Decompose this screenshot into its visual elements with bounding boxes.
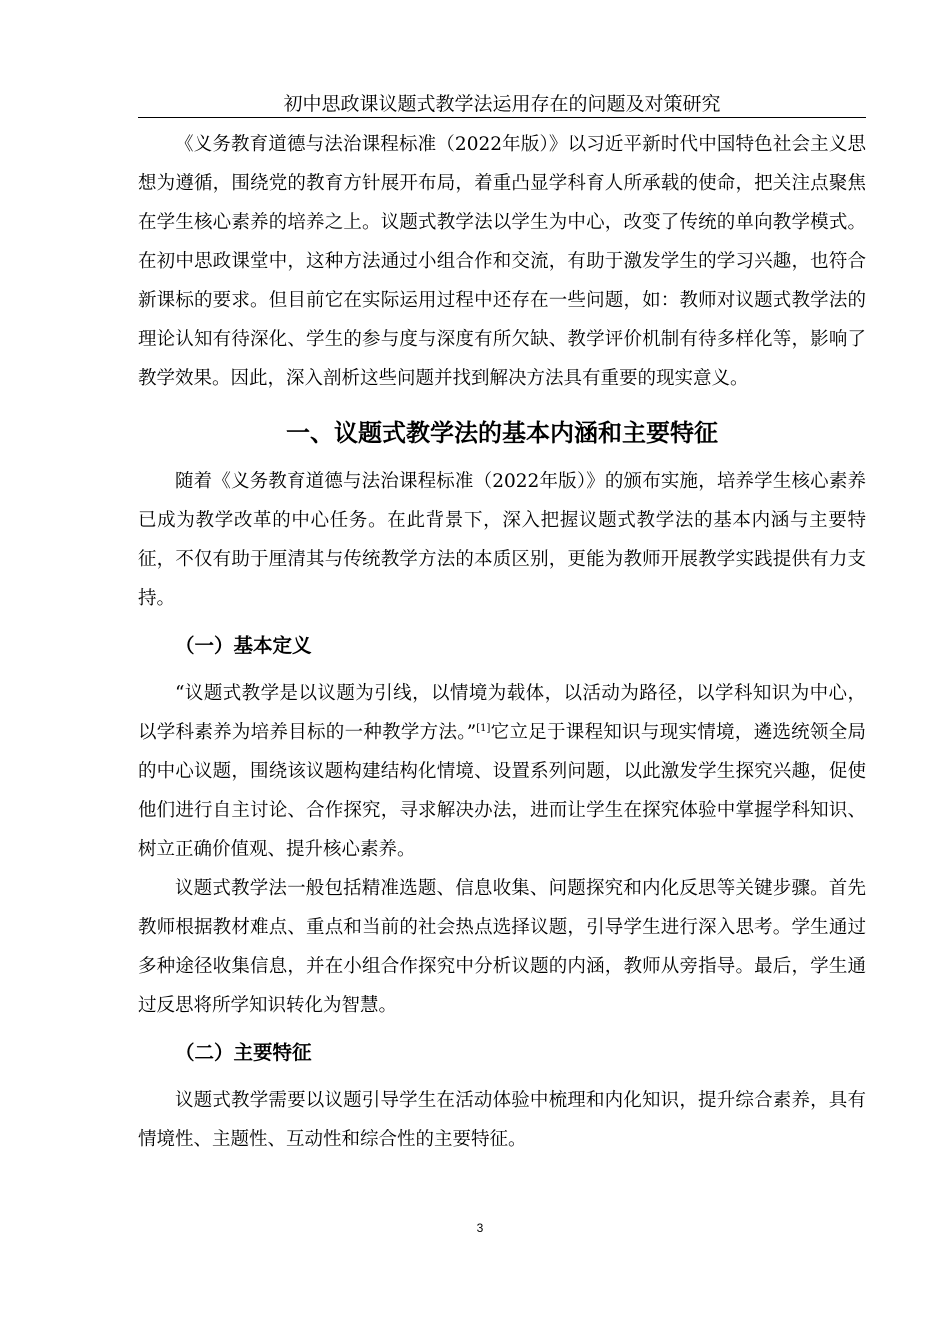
definition-paragraph-rest: 它立足于课程知识与现实情境，遴选统领全局的中心议题，围绕该议题构建结构化情境、设置系列问题，以此激发学生探究兴趣，促使他们进行自主讨论、合作探究，寻求解决办法，进而让学生在探究体验中掌握学科知识、树立正确价值观、提升核心素养。 [138, 722, 866, 860]
section-heading: 一、议题式教学法的基本内涵和主要特征 [286, 419, 718, 447]
features-paragraph: 议题式教学需要以议题引导学生在活动体验中梳理和内化知识，提升综合素养，具有情境性、主题性、互动性和综合性的主要特征。 [138, 1090, 866, 1150]
page-number: 3 [476, 1221, 484, 1235]
header-rule [138, 117, 866, 118]
running-header: 初中思政课议题式教学法运用存在的问题及对策研究 [283, 93, 721, 115]
definition-paragraph [138, 674, 866, 869]
definition-quote: “议题式教学是以议题为引线，以情境为载体，以活动为路径，以学科知识为中心，以学科素养为培养目标的一种教学方法。” [138, 683, 866, 743]
subsection-heading-definition: （一）基本定义 [175, 634, 312, 657]
intro-paragraph: 《义务教育道德与法治课程标准（2022年版）》以习近平新时代中国特色社会主义思想为遵循，围绕党的教育方针展开布局，着重凸显学科育人所承载的使命，把关注点聚焦在学生核心素养的培养之上。议题式教学法以学生为中心，改变了传统的单向教学模式。在初中思政课堂中，这种方法通过小组合作和交流，有助于激发学生的学习兴趣，也符合新课标的要求。但目前它在实际运用过程中还存在一些问题，如：教师对议题式教学法的理论认知有待深化、学生的参与度与深度有所欠缺、教学评价机制有待多样化等，影响了教学效果。因此，深入剖析这些问题并找到解决方法具有重要的现实意义。 [138, 134, 866, 389]
page-body [138, 125, 866, 1159]
section-intro-paragraph: 随着《义务教育道德与法治课程标准（2022年版）》的颁布实施，培养学生核心素养已成为教学改革的中心任务。在此背景下，深入把握议题式教学法的基本内涵与主要特征，不仅有助于厘清其与传统教学方法的本质区别，更能为教师开展教学实践提供有力支持。 [138, 471, 866, 609]
steps-paragraph: 议题式教学法一般包括精准选题、信息收集、问题探究和内化反思等关键步骤。首先教师根据教材难点、重点和当前的社会热点选择议题，引导学生进行深入思考。学生通过多种途径收集信息，并在小组合作探究中分析议题的内涵，教师从旁指导。最后，学生通过反思将所学知识转化为智慧。 [138, 878, 866, 1016]
citation-marker: [1] [476, 723, 491, 734]
subsection-heading-features: （二）主要特征 [175, 1041, 312, 1064]
